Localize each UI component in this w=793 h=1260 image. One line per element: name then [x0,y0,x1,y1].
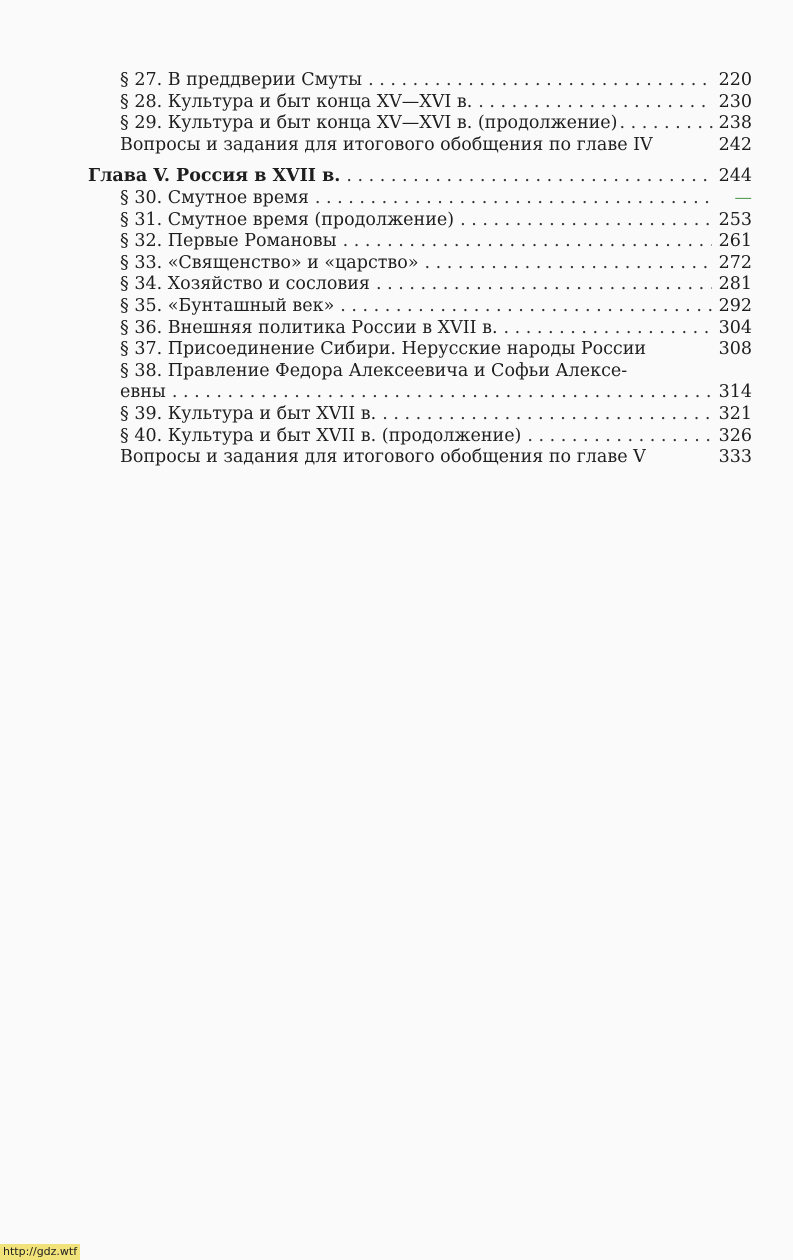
toc-entry-line2 [88,382,752,404]
toc-entry-page: — [734,187,752,208]
toc-entry-page: 261 [718,231,752,252]
toc-entry-page: 253 [718,209,752,230]
toc-entry [88,296,752,318]
toc-entry-page: 304 [718,317,752,338]
toc-entry [88,210,752,232]
toc-entry-title: § 38. Правление Федора Алексеевича и Софьи Алексе- [120,360,628,381]
toc-entry-title: § 34. Хозяйство и сословия [120,274,370,295]
toc-entry-title: § 37. Присоединение Сибири. Нерусские народы России [120,339,647,360]
toc-entry-title: § 32. Первые Романовы [120,231,337,252]
toc-entry-page: 238 [718,113,752,134]
toc-entry-page: 230 [718,91,752,112]
toc-entry-title: § 39. Культура и быт XVII в. [120,403,377,424]
toc-entry-title: § 29. Культура и быт конца XV—XVI в. (продолжение) [120,113,618,134]
toc-entry [88,339,752,361]
toc-entry-page: 321 [718,403,752,424]
toc-entry-title: § 30. Смутное время [120,187,309,208]
toc-entry [88,135,752,157]
toc-entry-page: 220 [718,70,752,90]
toc-entry-title: § 27. В преддверии Смуты [120,70,363,90]
toc-entry-page: 326 [718,425,752,446]
dot-leader [172,382,712,404]
dot-leader [619,113,716,135]
toc-entry-page: 314 [718,382,752,403]
dot-leader [478,92,712,114]
dot-leader [504,318,712,340]
toc-entry [88,318,752,340]
toc-entry [88,92,752,114]
toc-entry-title: Вопросы и задания для итогового обобщения по главе IV [120,134,653,155]
toc-entry-page: 242 [718,134,752,155]
chapter-heading [88,166,752,188]
dot-leader [382,404,712,426]
dot-leader [527,426,712,448]
toc-entry [88,70,752,92]
chapter-page: 244 [718,166,752,187]
toc-entry [88,231,752,253]
toc-entry [88,447,752,469]
dot-leader [346,166,712,188]
toc-entry [88,404,752,426]
dot-leader [425,253,712,275]
toc-entry-line1 [88,361,752,383]
chapter-title: Глава V. Россия в XVII в. [88,166,341,187]
toc-entry-title: § 31. Смутное время (продолжение) [120,209,455,230]
watermark-link[interactable]: http://gdz.wtf [0,1244,80,1260]
dot-leader [343,231,712,253]
dot-leader [315,188,712,210]
toc-entry [88,113,752,135]
toc-entry-page: 272 [718,252,752,273]
toc-entry-title: § 36. Внешняя политика России в XVII в. [120,317,498,338]
toc-entry [88,188,752,210]
table-of-contents [88,70,752,469]
toc-entry-page: 333 [718,447,752,468]
toc-entry-title: § 35. «Бунташный век» [120,295,335,316]
toc-entry [88,426,752,448]
toc-entry-title: Вопросы и задания для итогового обобщения по главе V [120,447,646,468]
dot-leader [460,210,712,232]
dot-leader [340,296,712,318]
toc-entry-page: 308 [718,339,752,360]
toc-entry-title: § 28. Культура и быт конца XV—XVI в. [120,91,473,112]
toc-entry-page: 281 [718,274,752,295]
toc-entry [88,274,752,296]
toc-entry-title-continued: евны [120,382,166,403]
toc-entry-title: § 40. Культура и быт XVII в. (продолжение) [120,425,522,446]
dot-leader [368,70,712,92]
toc-entry [88,253,752,275]
toc-entry-page: 292 [718,295,752,316]
dot-leader [376,274,712,296]
toc-entry-title: § 33. «Священство» и «царство» [120,252,419,273]
